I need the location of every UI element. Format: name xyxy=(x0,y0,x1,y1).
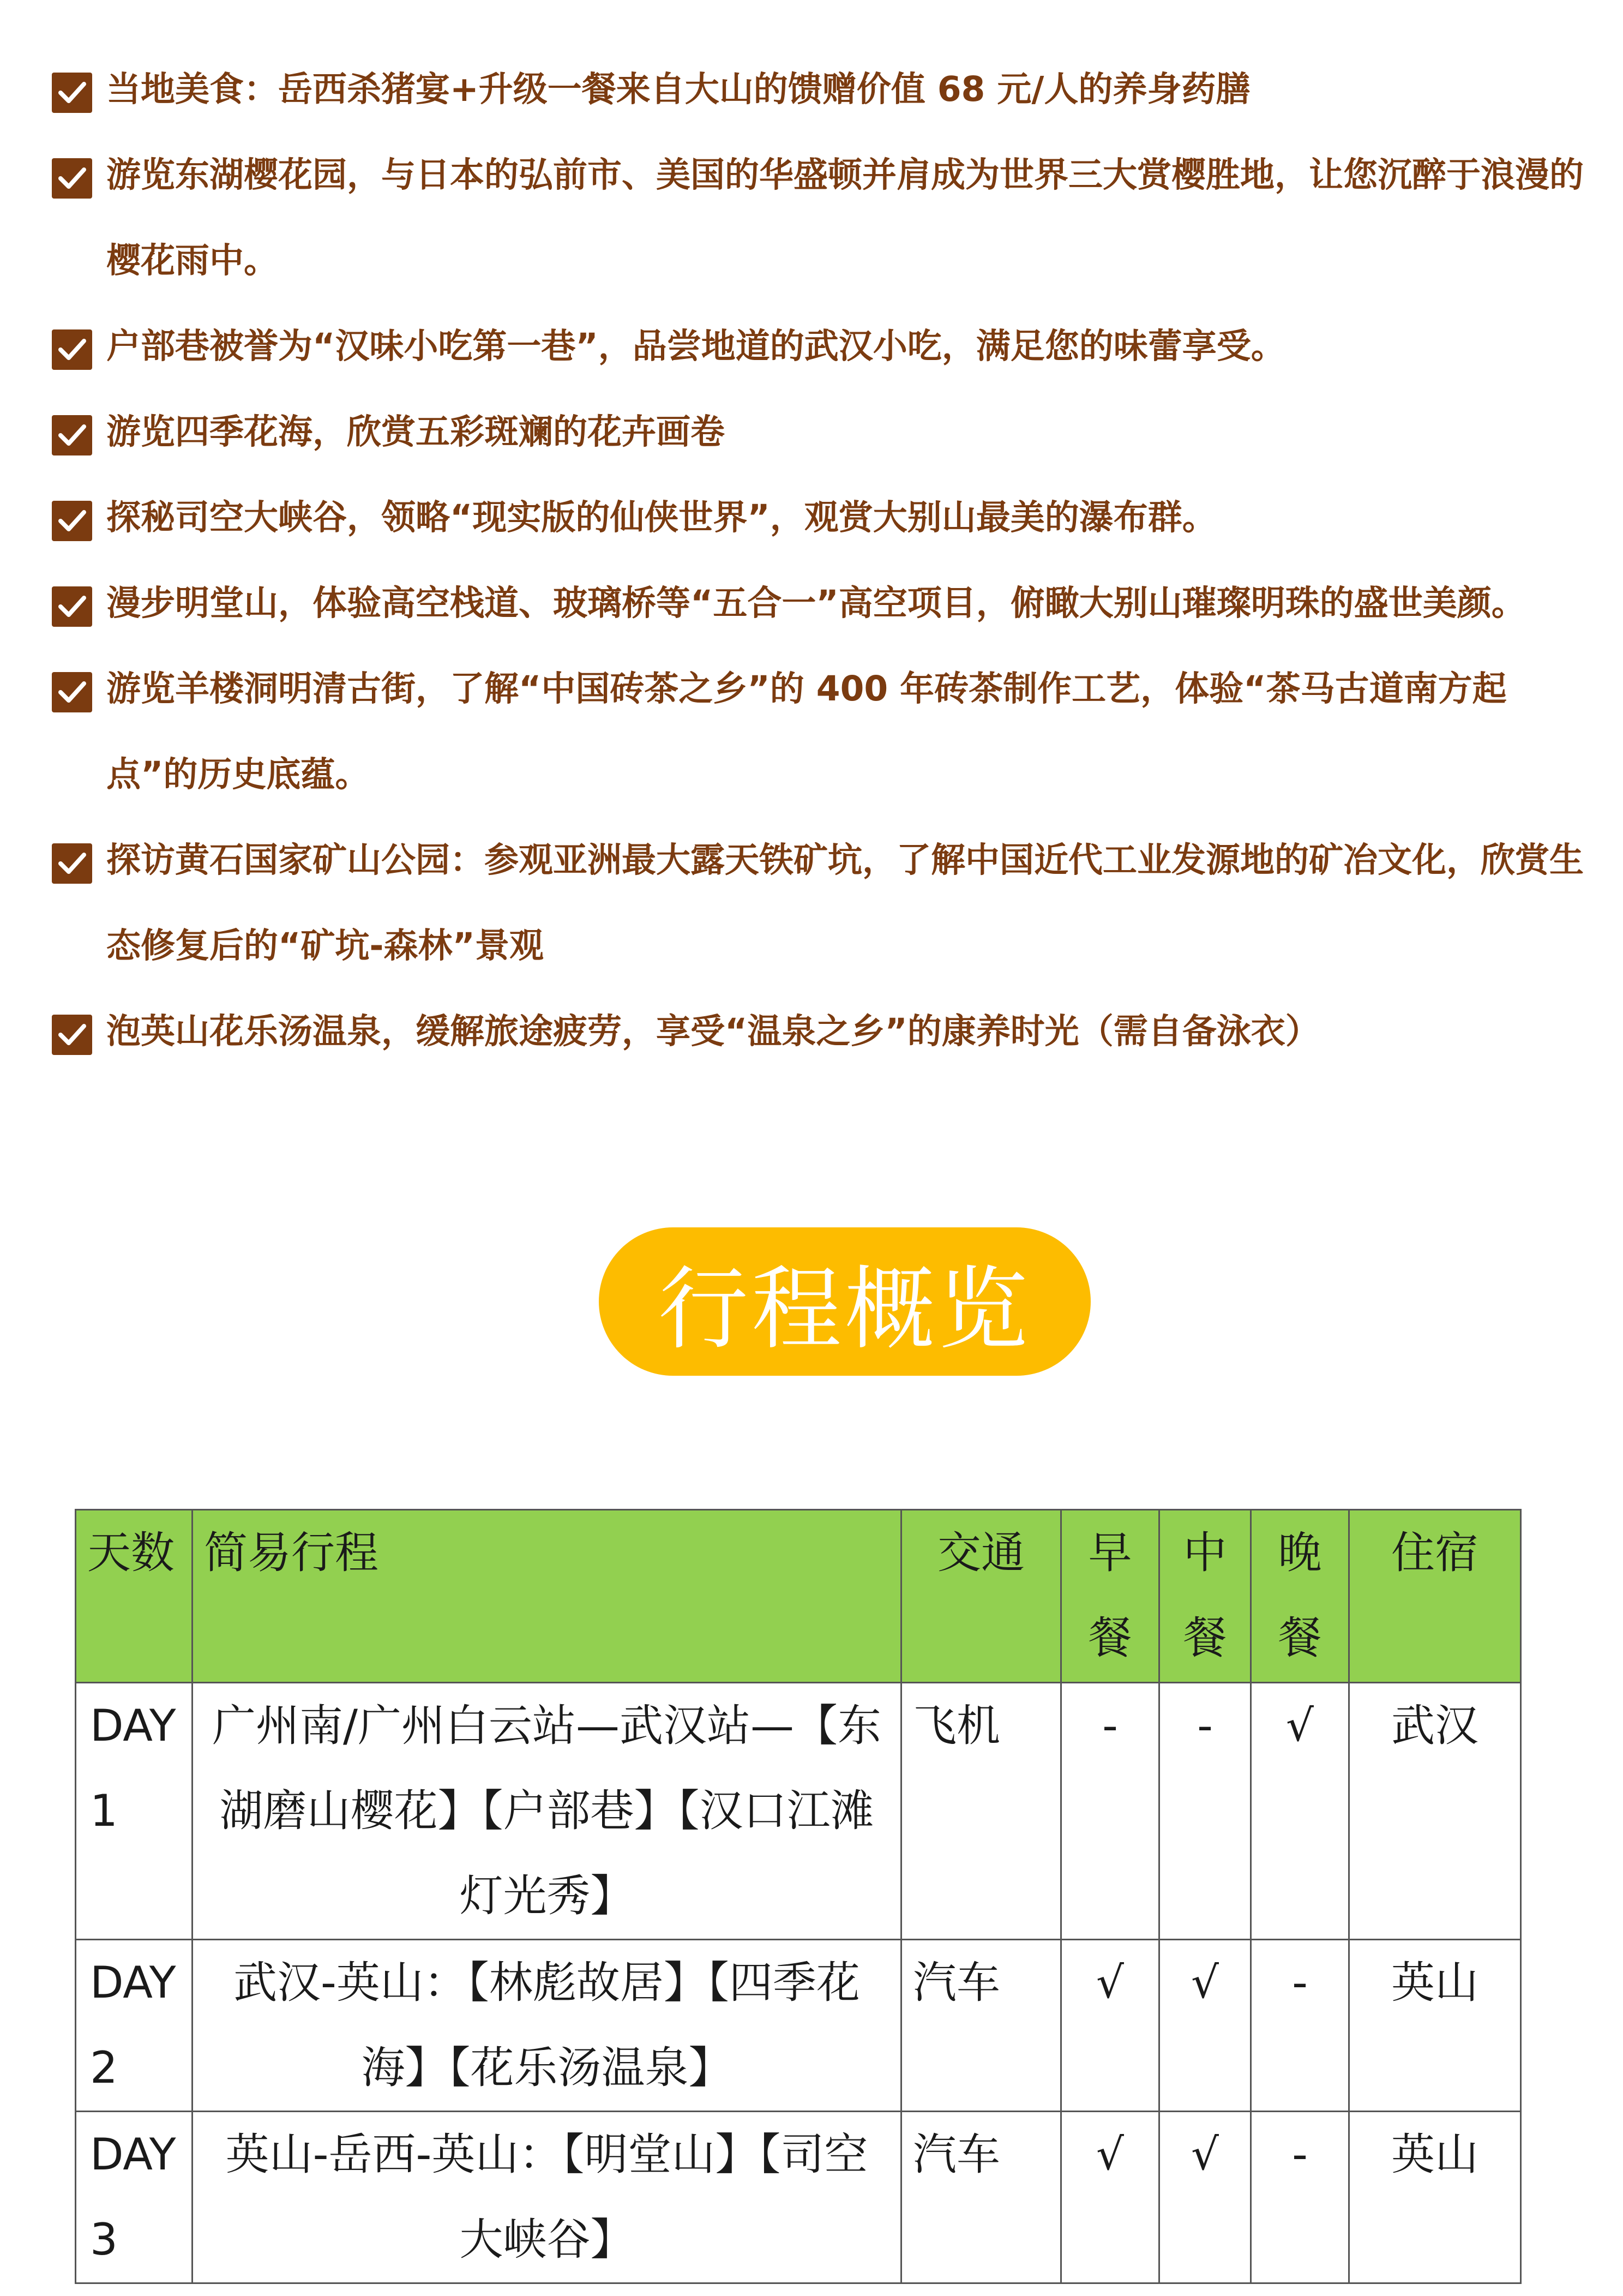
highlights-list xyxy=(52,46,1595,1074)
breakfast-cell: √ xyxy=(1061,1940,1159,2112)
banner-title: 行程概览 xyxy=(658,1256,1031,1362)
header-transport: 交通 xyxy=(901,1510,1061,1683)
transport-cell: 飞机 xyxy=(901,1683,1061,1940)
highlight-text: 游览四季花海，欣赏五彩斑斓的花卉画卷 xyxy=(106,412,725,452)
highlight-text: 游览东湖樱花园，与日本的弘前市、美国的华盛顿并肩成为世界三大赏樱胜地，让您沉醉于浪漫的樱花雨中。 xyxy=(106,155,1584,280)
highlight-item xyxy=(52,389,1595,475)
checkbox-checked-icon xyxy=(52,158,92,199)
highlight-text: 游览羊楼洞明清古街，了解“中国砖茶之乡”的 400 年砖茶制作工艺，体验“茶马古道南方起点”的历史底蕴。 xyxy=(106,669,1507,794)
lunch-cell: - xyxy=(1159,1683,1251,1940)
highlight-item xyxy=(52,646,1595,817)
highlight-text: 户部巷被誉为“汉味小吃第一巷”，品尝地道的武汉小吃，满足您的味蕾享受。 xyxy=(106,326,1285,366)
highlight-text: 当地美食：岳西杀猪宴+升级一餐来自大山的馈赠价值 68 元/人的养身药膳 xyxy=(106,69,1251,109)
lunch-cell: √ xyxy=(1159,1940,1251,2112)
day-cell: DAY3 xyxy=(76,2112,193,2283)
itinerary-overview-banner xyxy=(599,1227,1091,1376)
checkbox-checked-icon xyxy=(52,672,92,712)
header-lunch: 中 餐 xyxy=(1159,1510,1251,1683)
checkbox-checked-icon xyxy=(52,843,92,884)
table-header-row xyxy=(76,1510,1521,1683)
route-cell: 广州南/广州白云站—武汉站—【东湖磨山樱花】【户部巷】【汉口江滩灯光秀】 xyxy=(193,1683,901,1940)
lunch-cell: √ xyxy=(1159,2112,1251,2283)
breakfast-cell: √ xyxy=(1061,2112,1159,2283)
checkbox-checked-icon xyxy=(52,501,92,541)
route-cell: 英山-岳西-英山：【明堂山】【司空大峡谷】 xyxy=(193,2112,901,2283)
highlight-item xyxy=(52,46,1595,132)
table-row xyxy=(76,1940,1521,2112)
header-dinner: 晚 餐 xyxy=(1251,1510,1349,1683)
header-lodging: 住宿 xyxy=(1349,1510,1521,1683)
highlight-text: 泡英山花乐汤温泉，缓解旅途疲劳，享受“温泉之乡”的康养时光（需自备泳衣） xyxy=(106,1011,1320,1051)
dinner-cell: - xyxy=(1251,1940,1349,2112)
highlight-item xyxy=(52,560,1595,646)
checkbox-checked-icon xyxy=(52,73,92,113)
itinerary-table xyxy=(75,1509,1522,2284)
checkbox-checked-icon xyxy=(52,415,92,455)
lodging-cell: 英山 xyxy=(1349,2112,1521,2283)
checkbox-checked-icon xyxy=(52,1015,92,1055)
highlight-item xyxy=(52,988,1595,1074)
breakfast-cell: - xyxy=(1061,1683,1159,1940)
dinner-cell: √ xyxy=(1251,1683,1349,1940)
transport-cell: 汽车 xyxy=(901,1940,1061,2112)
dinner-cell: - xyxy=(1251,2112,1349,2283)
lodging-cell: 英山 xyxy=(1349,1940,1521,2112)
highlight-text: 漫步明堂山，体验高空栈道、玻璃桥等“五合一”高空项目，俯瞰大别山璀璨明珠的盛世美颜。 xyxy=(106,583,1526,623)
day-cell: DAY2 xyxy=(76,1940,193,2112)
route-cell: 武汉-英山：【林彪故居】【四季花海】【花乐汤温泉】 xyxy=(193,1940,901,2112)
table-row xyxy=(76,2112,1521,2283)
highlight-text: 探访黄石国家矿山公园：参观亚洲最大露天铁矿坑，了解中国近代工业发源地的矿冶文化，欣赏生态修复后的“矿坑-森林”景观 xyxy=(106,840,1584,966)
highlight-text: 探秘司空大峡谷，领略“现实版的仙侠世界”，观赏大别山最美的瀑布群。 xyxy=(106,497,1217,537)
highlight-item xyxy=(52,303,1595,389)
checkbox-checked-icon xyxy=(52,329,92,370)
lodging-cell: 武汉 xyxy=(1349,1683,1521,1940)
highlight-item xyxy=(52,132,1595,303)
day-cell: DAY1 xyxy=(76,1683,193,1940)
header-breakfast: 早 餐 xyxy=(1061,1510,1159,1683)
highlight-item xyxy=(52,817,1595,988)
header-route: 简易行程 xyxy=(193,1510,901,1683)
highlight-item xyxy=(52,475,1595,560)
header-day: 天数 xyxy=(76,1510,193,1683)
transport-cell: 汽车 xyxy=(901,2112,1061,2283)
checkbox-checked-icon xyxy=(52,586,92,627)
table-row xyxy=(76,1683,1521,1940)
